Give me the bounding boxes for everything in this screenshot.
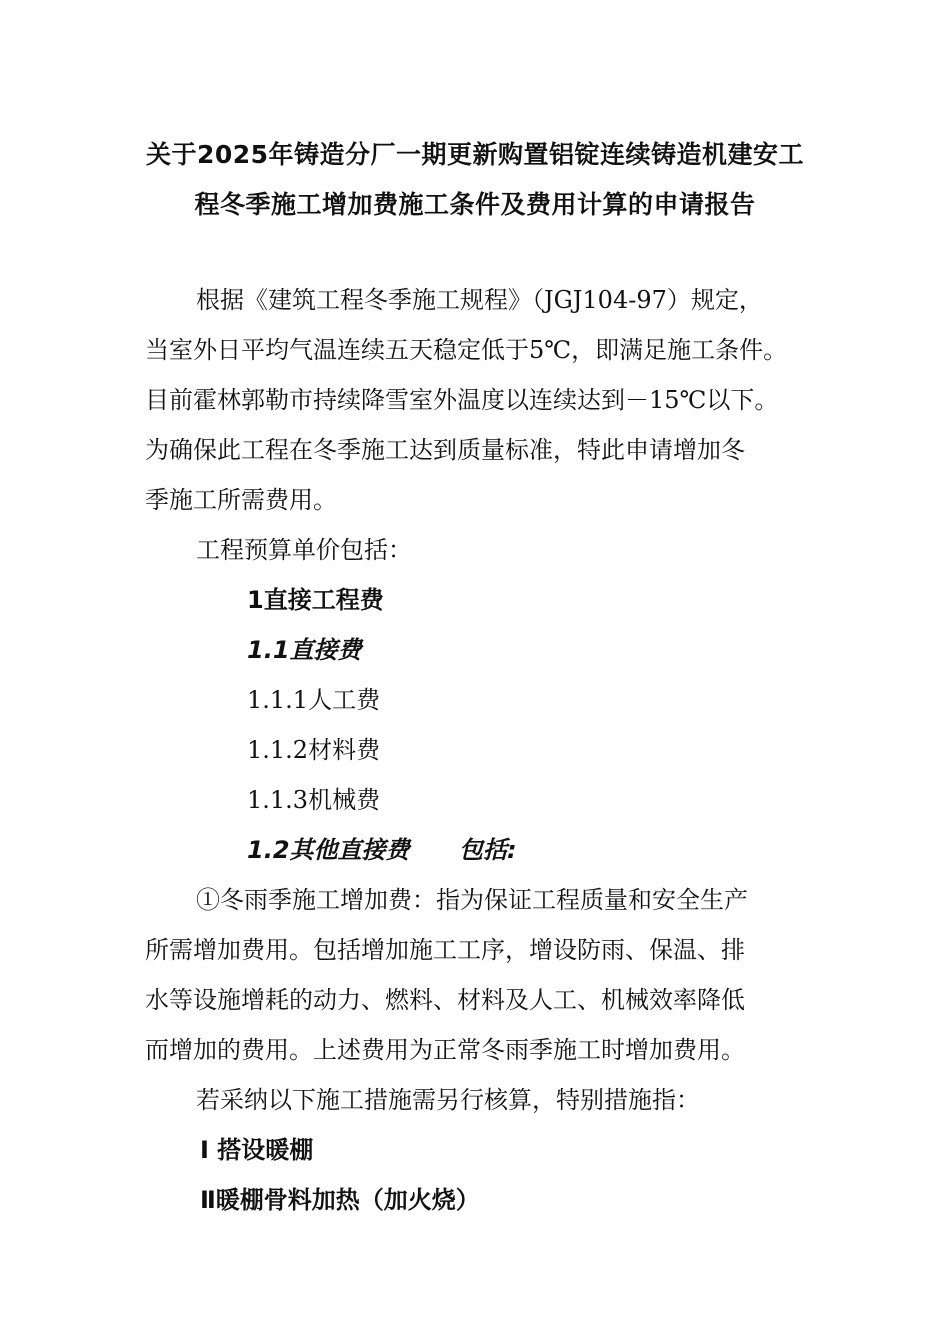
measure-item-2: Ⅱ暖棚骨料加热（加火烧） (200, 1186, 480, 1214)
section-heading-1-1: 1.1直接费 (247, 636, 362, 664)
list-item: 1.1.2材料费 (247, 736, 381, 764)
paragraph-line: 当室外日平均气温连续五天稳定低于5℃，即满足施工条件。 (145, 336, 788, 364)
paragraph-line: 所需增加费用。包括增加施工工序，增设防雨、保温、排 (145, 936, 745, 964)
measure-item-1: Ⅰ 搭设暖棚 (200, 1136, 314, 1164)
document-title-line-2: 程冬季施工增加费施工条件及费用计算的申请报告 (194, 190, 756, 219)
paragraph-line: 为确保此工程在冬季施工达到质量标准，特此申请增加冬 (145, 436, 745, 464)
document-title-line-1: 关于2025年铸造分厂一期更新购置铝锭连续铸造机建安工 (145, 140, 805, 169)
list-item: 1.1.3机械费 (247, 786, 381, 814)
paragraph-line: 根据《建筑工程冬季施工规程》（JGJ104-97）规定， (196, 286, 763, 314)
paragraph-line: 季施工所需费用。 (145, 486, 337, 514)
paragraph-special-measures: 若采纳以下施工措施需另行核算，特别措施指： (196, 1086, 700, 1114)
list-item: 1.1.1人工费 (247, 686, 381, 714)
section-heading-1: 1直接工程费 (247, 586, 384, 614)
paragraph-line: ①冬雨季施工增加费：指为保证工程质量和安全生产 (196, 886, 748, 914)
section-heading-1-2: 1.2其他直接费 (247, 836, 410, 864)
section-heading-1-2-suffix: 包括: (459, 836, 517, 864)
paragraph-line: 目前霍林郭勒市持续降雪室外温度以连续达到－15℃以下。 (145, 386, 779, 414)
paragraph-line: 而增加的费用。上述费用为正常冬雨季施工时增加费用。 (145, 1036, 745, 1064)
paragraph-line: 水等设施增耗的动力、燃料、材料及人工、机械效率降低 (145, 986, 745, 1014)
paragraph-budget-intro: 工程预算单价包括： (196, 536, 412, 564)
